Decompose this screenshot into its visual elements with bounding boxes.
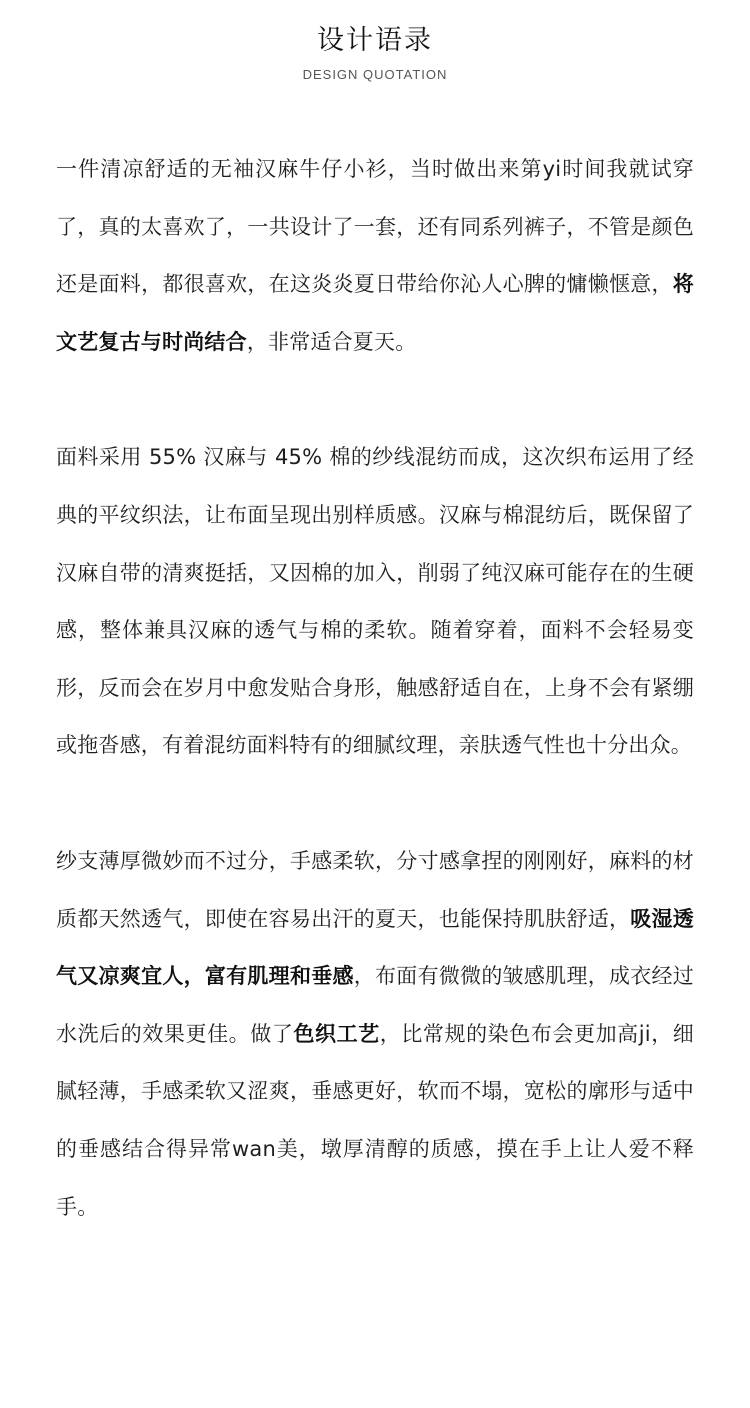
bold-highlight: 吸湿透气又凉爽宜人，富有肌理和垂感 bbox=[56, 906, 694, 989]
paragraph-2 bbox=[56, 429, 694, 775]
text-segment: 纱支薄厚微妙而不过分，手感柔软，分寸感拿捏的刚刚好，麻料的材质都天然透气，即使在容易出汗的夏天，也能保持肌肤舒适， bbox=[56, 848, 694, 931]
text-segment: ，非常适合夏天。 bbox=[246, 329, 417, 354]
header bbox=[0, 0, 750, 84]
bold-highlight: 将文艺复古与时尚结合 bbox=[56, 272, 694, 354]
bold-highlight: 色织工艺 bbox=[293, 1021, 380, 1046]
text-segment: ，比常规的染色布会更加高ji，细腻轻薄，手感柔软又涩爽，垂感更好，软而不塌，宽松的廓形与适中的垂感结合得异常wan美，墩厚清醇的质感，摸在手上让人爱不释手。 bbox=[56, 1021, 694, 1219]
text-segment: 面料采用 55% 汉麻与 45% 棉的纱线混纺而成，这次织布运用了经典的平纹织法，让布面呈现出别样质感。汉麻与棉混纺后，既保留了汉麻自带的清爽挺括，又因棉的加入，削弱了纯汉麻可能存在的生硬感，整体兼具汉麻的透气与棉的柔软。随着穿着，面料不会轻易变形，反而会在岁月中愈发贴合身形，触感舒适自在，上身不会有紧绷或拖沓感，有着混纺面料特有的细腻纹理，亲肤透气性也十分出众。 bbox=[56, 445, 694, 758]
page-title: 设计语录 bbox=[317, 25, 433, 56]
page-subtitle: DESIGN QUOTATION bbox=[302, 67, 448, 82]
text-segment: 一件清凉舒适的无袖汉麻牛仔小衫，当时做出来第yi时间我就试穿了，真的太喜欢了，一共设计了一套，还有同系列裤子，不管是颜色还是面料，都很喜欢，在这炎炎夏日带给你沁人心脾的慵懒惬意， bbox=[56, 157, 694, 297]
paragraph-3 bbox=[56, 833, 694, 1236]
paragraph-1 bbox=[56, 141, 694, 371]
text-segment: ，布面有微微的皱感肌理，成衣经过水洗后的效果更佳。做了 bbox=[56, 964, 694, 1046]
quotation-body bbox=[56, 141, 694, 1236]
